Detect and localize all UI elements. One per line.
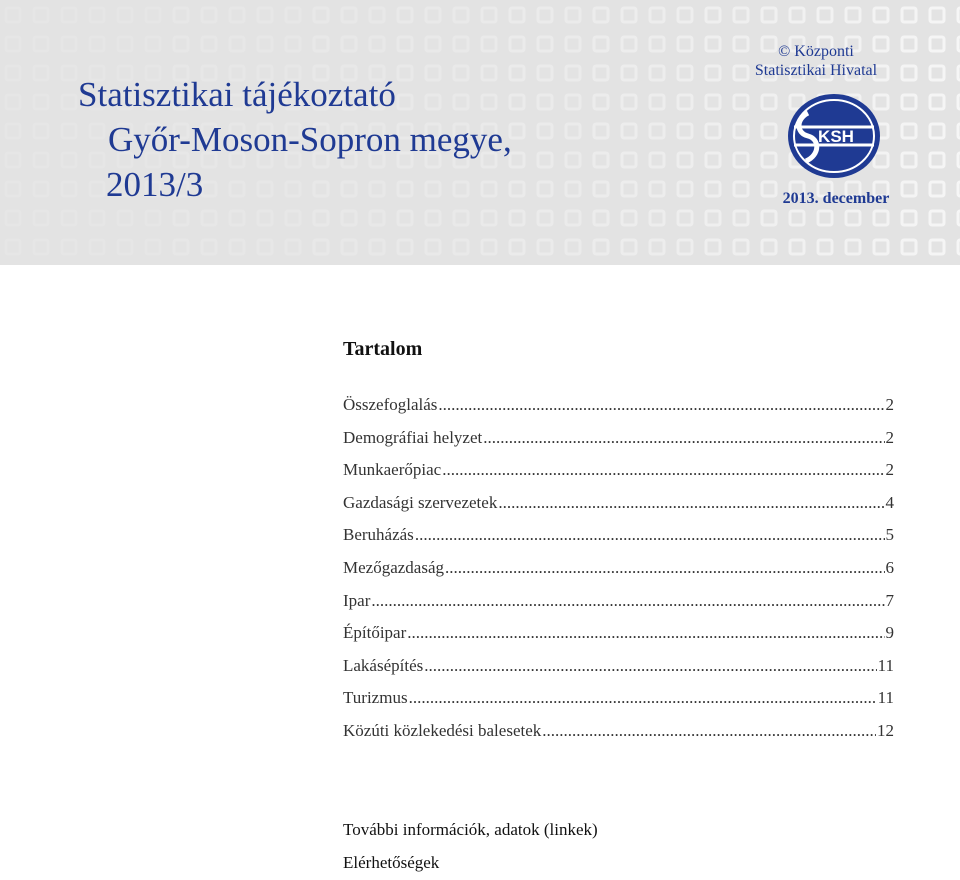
toc-entry-page[interactable]: 4 bbox=[885, 492, 894, 512]
pattern-square bbox=[454, 37, 468, 51]
toc-leader-dots bbox=[371, 591, 884, 611]
pattern-square bbox=[62, 8, 76, 22]
toc-entry[interactable] bbox=[343, 395, 894, 428]
pattern-square bbox=[286, 8, 300, 22]
toc-entry-page[interactable]: 12 bbox=[877, 720, 894, 740]
pattern-square bbox=[202, 8, 216, 22]
pattern-square bbox=[426, 37, 440, 51]
toc-entry-label[interactable]: Összefoglalás bbox=[343, 395, 438, 414]
pattern-square bbox=[622, 240, 636, 254]
pattern-square bbox=[90, 240, 104, 254]
pattern-square bbox=[482, 37, 496, 51]
pattern-square bbox=[678, 124, 692, 138]
toc-leader-dots bbox=[407, 623, 884, 643]
pattern-square bbox=[510, 37, 524, 51]
pattern-square bbox=[510, 95, 524, 109]
pattern-square bbox=[594, 182, 608, 196]
pattern-square bbox=[34, 124, 48, 138]
pattern-square bbox=[510, 153, 524, 167]
toc-entry-label[interactable]: Demográfiai helyzet bbox=[343, 427, 483, 447]
pattern-square bbox=[342, 8, 356, 22]
pattern-square bbox=[594, 124, 608, 138]
toc-entry[interactable] bbox=[343, 558, 894, 591]
pattern-square bbox=[902, 211, 916, 225]
pattern-square bbox=[734, 8, 748, 22]
pattern-square bbox=[930, 95, 944, 109]
toc-leader-dots bbox=[424, 656, 876, 676]
toc-leader-dots bbox=[409, 688, 877, 708]
pattern-square bbox=[706, 95, 720, 109]
pattern-square bbox=[734, 153, 748, 167]
pattern-square bbox=[818, 240, 832, 254]
pattern-square bbox=[706, 240, 720, 254]
pattern-square bbox=[902, 153, 916, 167]
toc-heading: Tartalom bbox=[343, 338, 423, 360]
pattern-square bbox=[34, 8, 48, 22]
title-line-1: Statisztikai tájékoztató bbox=[78, 75, 396, 114]
pattern-square bbox=[146, 37, 160, 51]
pattern-square bbox=[902, 240, 916, 254]
pattern-square bbox=[734, 124, 748, 138]
pattern-square bbox=[258, 240, 272, 254]
pattern-square bbox=[90, 211, 104, 225]
pattern-square bbox=[566, 66, 580, 80]
toc-entry-page[interactable]: 2 bbox=[885, 395, 894, 414]
toc-entry-label[interactable]: Munkaerőpiac bbox=[343, 460, 442, 480]
pattern-square bbox=[902, 66, 916, 80]
toc-entry-label[interactable]: Építőipar bbox=[343, 623, 407, 643]
header-banner bbox=[0, 0, 960, 265]
pattern-square bbox=[482, 240, 496, 254]
pattern-square bbox=[930, 37, 944, 51]
toc-entry-page[interactable]: 11 bbox=[877, 655, 894, 675]
pattern-square bbox=[706, 182, 720, 196]
pattern-square bbox=[622, 37, 636, 51]
toc-entry[interactable] bbox=[343, 656, 894, 689]
pattern-square bbox=[902, 37, 916, 51]
ksh-logo bbox=[786, 93, 882, 179]
pattern-square bbox=[762, 240, 776, 254]
pattern-square bbox=[930, 124, 944, 138]
pattern-square bbox=[510, 66, 524, 80]
toc-entry-label[interactable]: Közúti közlekedési balesetek bbox=[343, 720, 542, 740]
pattern-square bbox=[454, 8, 468, 22]
pattern-square bbox=[6, 8, 20, 22]
pattern-square bbox=[202, 240, 216, 254]
publisher-line-2: Statisztikai Hivatal bbox=[754, 62, 878, 79]
pattern-square bbox=[566, 211, 580, 225]
publisher-line-1: © Központi bbox=[778, 43, 854, 60]
more-info-link[interactable]: További információk, adatok (linkek) bbox=[343, 820, 598, 839]
pattern-square bbox=[930, 182, 944, 196]
pattern-square bbox=[34, 37, 48, 51]
pattern-square bbox=[34, 211, 48, 225]
pattern-square bbox=[34, 240, 48, 254]
pattern-square bbox=[818, 8, 832, 22]
toc-entry[interactable] bbox=[343, 428, 894, 461]
pattern-square bbox=[34, 66, 48, 80]
pattern-square bbox=[6, 211, 20, 225]
pattern-square bbox=[790, 8, 804, 22]
pattern-square bbox=[370, 37, 384, 51]
pattern-square bbox=[62, 182, 76, 196]
pattern-square bbox=[930, 240, 944, 254]
pattern-square bbox=[650, 37, 664, 51]
pattern-square bbox=[566, 124, 580, 138]
pattern-square bbox=[594, 240, 608, 254]
toc-entry-page[interactable]: 2 bbox=[885, 427, 894, 447]
pattern-square bbox=[342, 211, 356, 225]
pattern-square bbox=[538, 95, 552, 109]
toc-leader-dots bbox=[442, 460, 884, 480]
pattern-square bbox=[6, 124, 20, 138]
pattern-square bbox=[538, 37, 552, 51]
toc-entry-label[interactable]: Gazdasági szervezetek bbox=[343, 492, 498, 512]
pattern-square bbox=[258, 211, 272, 225]
toc-entry[interactable] bbox=[343, 591, 894, 624]
pattern-square bbox=[34, 182, 48, 196]
pattern-square bbox=[146, 240, 160, 254]
pattern-square bbox=[230, 37, 244, 51]
pattern-square bbox=[566, 240, 580, 254]
pattern-square bbox=[398, 211, 412, 225]
toc-entry[interactable] bbox=[343, 460, 894, 493]
contacts-link[interactable]: Elérhetőségek bbox=[343, 853, 440, 872]
pattern-square bbox=[538, 240, 552, 254]
pattern-square bbox=[62, 153, 76, 167]
pattern-square bbox=[286, 240, 300, 254]
pattern-square bbox=[146, 211, 160, 225]
pattern-square bbox=[622, 8, 636, 22]
pattern-square bbox=[902, 95, 916, 109]
pattern-square bbox=[174, 8, 188, 22]
pattern-square bbox=[370, 211, 384, 225]
logo-text: KSH bbox=[818, 127, 854, 146]
pattern-square bbox=[650, 66, 664, 80]
pattern-square bbox=[818, 211, 832, 225]
toc-entry[interactable] bbox=[343, 493, 894, 526]
pattern-square bbox=[902, 124, 916, 138]
pattern-square bbox=[622, 182, 636, 196]
pattern-square bbox=[314, 211, 328, 225]
pattern-square bbox=[118, 8, 132, 22]
pattern-square bbox=[510, 182, 524, 196]
pattern-square bbox=[510, 8, 524, 22]
pattern-square bbox=[678, 95, 692, 109]
table-of-contents bbox=[343, 395, 894, 754]
pattern-square bbox=[426, 8, 440, 22]
pattern-square bbox=[594, 211, 608, 225]
pattern-square bbox=[566, 182, 580, 196]
pattern-square bbox=[34, 153, 48, 167]
pattern-square bbox=[902, 8, 916, 22]
pattern-square bbox=[650, 153, 664, 167]
toc-entry-label[interactable]: Mezőgazdaság bbox=[343, 557, 445, 577]
pattern-square bbox=[594, 153, 608, 167]
publication-date: 2013. december bbox=[782, 190, 890, 207]
pattern-square bbox=[62, 211, 76, 225]
pattern-square bbox=[6, 37, 20, 51]
pattern-square bbox=[566, 8, 580, 22]
pattern-square bbox=[930, 8, 944, 22]
pattern-square bbox=[678, 240, 692, 254]
pattern-square bbox=[762, 124, 776, 138]
pattern-square bbox=[678, 182, 692, 196]
toc-entry[interactable] bbox=[343, 623, 894, 656]
pattern-square bbox=[146, 8, 160, 22]
report-title bbox=[78, 72, 512, 207]
pattern-square bbox=[594, 95, 608, 109]
toc-leader-dots bbox=[415, 525, 885, 545]
pattern-square bbox=[454, 211, 468, 225]
pattern-square bbox=[790, 240, 804, 254]
pattern-square bbox=[314, 8, 328, 22]
pattern-square bbox=[426, 240, 440, 254]
toc-entry-label[interactable]: Turizmus bbox=[343, 688, 408, 708]
pattern-square bbox=[734, 211, 748, 225]
pattern-square bbox=[370, 8, 384, 22]
pattern-square bbox=[62, 95, 76, 109]
toc-entry-page[interactable]: 2 bbox=[885, 460, 894, 480]
pattern-square bbox=[510, 124, 524, 138]
pattern-square bbox=[230, 240, 244, 254]
pattern-square bbox=[622, 211, 636, 225]
pattern-square bbox=[650, 240, 664, 254]
pattern-square bbox=[790, 211, 804, 225]
pattern-square bbox=[566, 153, 580, 167]
pattern-square bbox=[202, 211, 216, 225]
pattern-square bbox=[678, 66, 692, 80]
pattern-square bbox=[538, 211, 552, 225]
pattern-square bbox=[426, 211, 440, 225]
pattern-square bbox=[398, 8, 412, 22]
pattern-square bbox=[706, 8, 720, 22]
pattern-square bbox=[118, 211, 132, 225]
pattern-square bbox=[174, 37, 188, 51]
toc-entry-page[interactable]: 11 bbox=[877, 688, 894, 708]
pattern-square bbox=[314, 37, 328, 51]
pattern-square bbox=[538, 8, 552, 22]
toc-entry[interactable] bbox=[343, 525, 894, 558]
pattern-square bbox=[706, 153, 720, 167]
pattern-square bbox=[6, 153, 20, 167]
toc-entry-page[interactable]: 6 bbox=[885, 557, 894, 577]
pattern-square bbox=[258, 8, 272, 22]
pattern-square bbox=[6, 95, 20, 109]
pattern-square bbox=[398, 37, 412, 51]
pattern-square bbox=[930, 153, 944, 167]
toc-entry-page[interactable]: 5 bbox=[885, 525, 894, 545]
pattern-square bbox=[342, 37, 356, 51]
toc-entry-label[interactable]: Beruházás bbox=[343, 525, 414, 545]
pattern-square bbox=[650, 95, 664, 109]
pattern-square bbox=[594, 37, 608, 51]
pattern-square bbox=[370, 240, 384, 254]
pattern-square bbox=[454, 240, 468, 254]
pattern-square bbox=[762, 211, 776, 225]
pattern-square bbox=[202, 37, 216, 51]
pattern-square bbox=[566, 37, 580, 51]
toc-entry[interactable] bbox=[343, 721, 894, 754]
pattern-square bbox=[538, 182, 552, 196]
pattern-square bbox=[62, 124, 76, 138]
pattern-square bbox=[650, 8, 664, 22]
pattern-square bbox=[566, 95, 580, 109]
pattern-square bbox=[230, 8, 244, 22]
pattern-square bbox=[930, 66, 944, 80]
pattern-square bbox=[118, 37, 132, 51]
toc-leader-dots bbox=[498, 493, 884, 513]
title-line-2: Győr-Moson-Sopron megye, bbox=[108, 120, 512, 159]
pattern-square bbox=[286, 37, 300, 51]
title-line-3: 2013/3 bbox=[106, 165, 204, 204]
pattern-square bbox=[874, 211, 888, 225]
pattern-square bbox=[678, 37, 692, 51]
pattern-square bbox=[622, 66, 636, 80]
pattern-square bbox=[734, 182, 748, 196]
pattern-square bbox=[650, 124, 664, 138]
pattern-square bbox=[398, 240, 412, 254]
pattern-square bbox=[258, 37, 272, 51]
toc-leader-dots bbox=[438, 395, 884, 415]
pattern-square bbox=[762, 8, 776, 22]
pattern-square bbox=[482, 8, 496, 22]
pattern-square bbox=[622, 153, 636, 167]
pattern-square bbox=[594, 66, 608, 80]
toc-leader-dots bbox=[542, 721, 876, 741]
pattern-square bbox=[62, 240, 76, 254]
pattern-square bbox=[118, 240, 132, 254]
pattern-square bbox=[678, 153, 692, 167]
pattern-square bbox=[510, 211, 524, 225]
pattern-square bbox=[902, 182, 916, 196]
pattern-square bbox=[706, 66, 720, 80]
pattern-square bbox=[510, 240, 524, 254]
pattern-square bbox=[34, 95, 48, 109]
toc-entry-page[interactable]: 9 bbox=[885, 623, 894, 643]
pattern-square bbox=[706, 124, 720, 138]
pattern-square bbox=[174, 240, 188, 254]
pattern-square bbox=[6, 182, 20, 196]
toc-leader-dots bbox=[483, 428, 884, 448]
pattern-square bbox=[762, 153, 776, 167]
pattern-square bbox=[538, 66, 552, 80]
pattern-square bbox=[846, 8, 860, 22]
pattern-square bbox=[706, 211, 720, 225]
toc-entry-label[interactable]: Lakásépítés bbox=[343, 655, 424, 675]
pattern-square bbox=[762, 95, 776, 109]
pattern-square bbox=[678, 8, 692, 22]
pattern-square bbox=[286, 211, 300, 225]
pattern-square bbox=[706, 37, 720, 51]
pattern-square bbox=[650, 182, 664, 196]
pattern-square bbox=[314, 240, 328, 254]
pattern-square bbox=[762, 182, 776, 196]
toc-entry-page[interactable]: 7 bbox=[885, 590, 894, 610]
toc-leader-dots bbox=[445, 558, 884, 578]
pattern-square bbox=[622, 95, 636, 109]
pattern-square bbox=[482, 211, 496, 225]
pattern-square bbox=[678, 211, 692, 225]
toc-entry[interactable] bbox=[343, 688, 894, 721]
pattern-square bbox=[230, 211, 244, 225]
pattern-square bbox=[62, 66, 76, 80]
pattern-square bbox=[622, 124, 636, 138]
publisher-name bbox=[736, 42, 896, 80]
pattern-square bbox=[538, 153, 552, 167]
pattern-square bbox=[846, 240, 860, 254]
pattern-square bbox=[6, 240, 20, 254]
pattern-square bbox=[650, 211, 664, 225]
pattern-square bbox=[342, 240, 356, 254]
pattern-square bbox=[90, 8, 104, 22]
pattern-square bbox=[846, 211, 860, 225]
pattern-square bbox=[594, 8, 608, 22]
pattern-square bbox=[874, 8, 888, 22]
toc-entry-label[interactable]: Ipar bbox=[343, 590, 371, 610]
pattern-square bbox=[6, 66, 20, 80]
pattern-square bbox=[874, 240, 888, 254]
pattern-square bbox=[734, 240, 748, 254]
pattern-square bbox=[930, 211, 944, 225]
pattern-square bbox=[90, 37, 104, 51]
pattern-square bbox=[174, 211, 188, 225]
pattern-square bbox=[62, 37, 76, 51]
pattern-square bbox=[538, 124, 552, 138]
pattern-square bbox=[734, 95, 748, 109]
